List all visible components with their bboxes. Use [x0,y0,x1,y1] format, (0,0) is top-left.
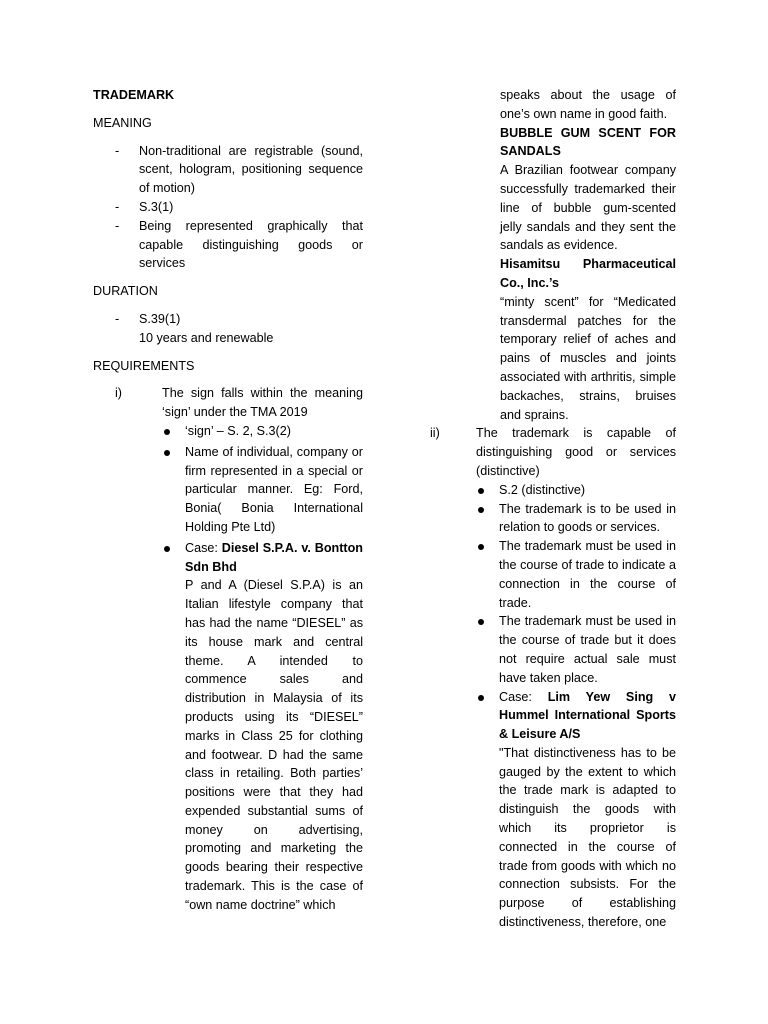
meaning-item [93,142,363,198]
bullet-item [162,422,363,441]
requirement-numeral: ii) [430,426,440,441]
case-prefix: Case: [499,689,548,704]
right-continuation-block [424,86,676,424]
requirement-i [93,384,363,914]
case-text: P and A (Diesel S.P.A) is an Italian lifestyle company that has had the name “DIESEL” as its house mark and central theme. A intended to commence sales and distribution in Malaysia of its products using its “DIESEL” marks in Class 25 for clothing and footwear. D had the same class in retailing. Both parties’ positions were that they had expended substantial sums of money on advertising, promoting and marketing the goods bearing their respective trademark. This is the case of “own name doctrine” which [185,578,363,912]
case-name: Lim Yew Sing v Hummel International Sports & Leisure A/S [499,689,676,742]
dash-marker: - [115,199,120,214]
requirement-i-bullets [162,422,363,915]
bullet-text: The trademark is to be used in relation to goods or services. [499,501,676,535]
bullet-item [476,500,676,538]
continued-text: speaks about the usage of one’s own name in good faith. [500,88,676,121]
bullet-text: The trademark must be used in the course of trade to indicate a connection in the course of trade. [499,539,676,610]
case-text: "That distinctiveness has to be gauged by the extent to which the trade mark is adapted to distinguish the goods with which its proprietor is connected in the course of trade from goods with which no connection subsists. For the purpose of establishing distinctiveness, therefore, one [499,745,676,930]
bullet-dot-icon [164,429,170,435]
meaning-heading: MEANING [93,115,152,130]
bullet-dot-icon [164,450,170,456]
meaning-item-text: Non-traditional are registrable (sound, scent, hologram, positioning sequence of motion) [139,143,363,196]
meaning-item-text: Being represented graphically that capable distinguishing goods or services [139,218,363,271]
duration-item [93,310,363,329]
requirement-ii [424,424,676,480]
left-column [93,86,363,915]
requirement-text: The trademark is capable of distinguishing good or services (distinctive) [476,426,676,478]
requirement-ii-bullets [476,481,676,932]
hisamitsu-text: “minty scent” for “Medicated transdermal patches for the temporary relief of aches and pains of muscles and joints associated with arthritis, simple backaches, strains, bruises and sprains. [500,294,676,422]
bullet-item [476,481,676,500]
document-title: TRADEMARK [93,88,175,102]
meaning-list [93,142,363,274]
bullet-item [476,612,676,687]
case-bullet [162,539,363,915]
bullet-text: ‘sign’ – S. 2, S.3(2) [185,423,291,438]
case-bullet [476,688,676,932]
dash-marker: - [115,311,120,326]
bullet-item [476,537,676,612]
meaning-item [93,217,363,273]
duration-heading: DURATION [93,284,158,299]
duration-continuation: 10 years and renewable [139,330,274,345]
hisamitsu-heading: Hisamitsu Pharmaceutical Co., Inc.’s [500,257,676,290]
duration-item-text: S.39(1) [139,311,181,326]
bullet-text: Name of individual, company or firm represented in a special or particular manner. Eg: Ford, Bonia( Bonia International Holding Pte Ltd) [185,444,363,534]
dash-marker: - [115,218,120,233]
bubble-gum-heading: BUBBLE GUM SCENT FOR SANDALS [500,125,676,159]
requirement-numeral: i) [115,386,122,401]
bullet-dot-icon [478,507,484,513]
case-name: Diesel S.P.A. v. Bontton Sdn Bhd [185,540,363,574]
bullet-dot-icon [164,546,170,552]
bullet-text: S.2 (distinctive) [499,482,586,497]
case-prefix: Case: [185,540,222,555]
right-column [424,86,676,932]
requirements-heading: REQUIREMENTS [93,358,195,373]
meaning-item [93,198,363,217]
bullet-text: The trademark must be used in the course of trade but it does not require actual sale must have taken place. [499,614,676,685]
bullet-item [162,443,363,537]
bullet-dot-icon [478,488,484,494]
bullet-dot-icon [478,544,484,550]
meaning-item-text: S.3(1) [139,199,174,214]
dash-marker: - [115,143,120,158]
bullet-dot-icon [478,619,484,625]
requirement-text: The sign falls within the meaning ‘sign’ under the TMA 2019 [162,386,363,420]
bullet-dot-icon [478,695,484,701]
bubble-gum-text: A Brazilian footwear company successfully trademarked their line of bubble gum-scented jelly sandals and they sent the sandals as evidence. [500,163,676,253]
duration-list [93,310,363,348]
